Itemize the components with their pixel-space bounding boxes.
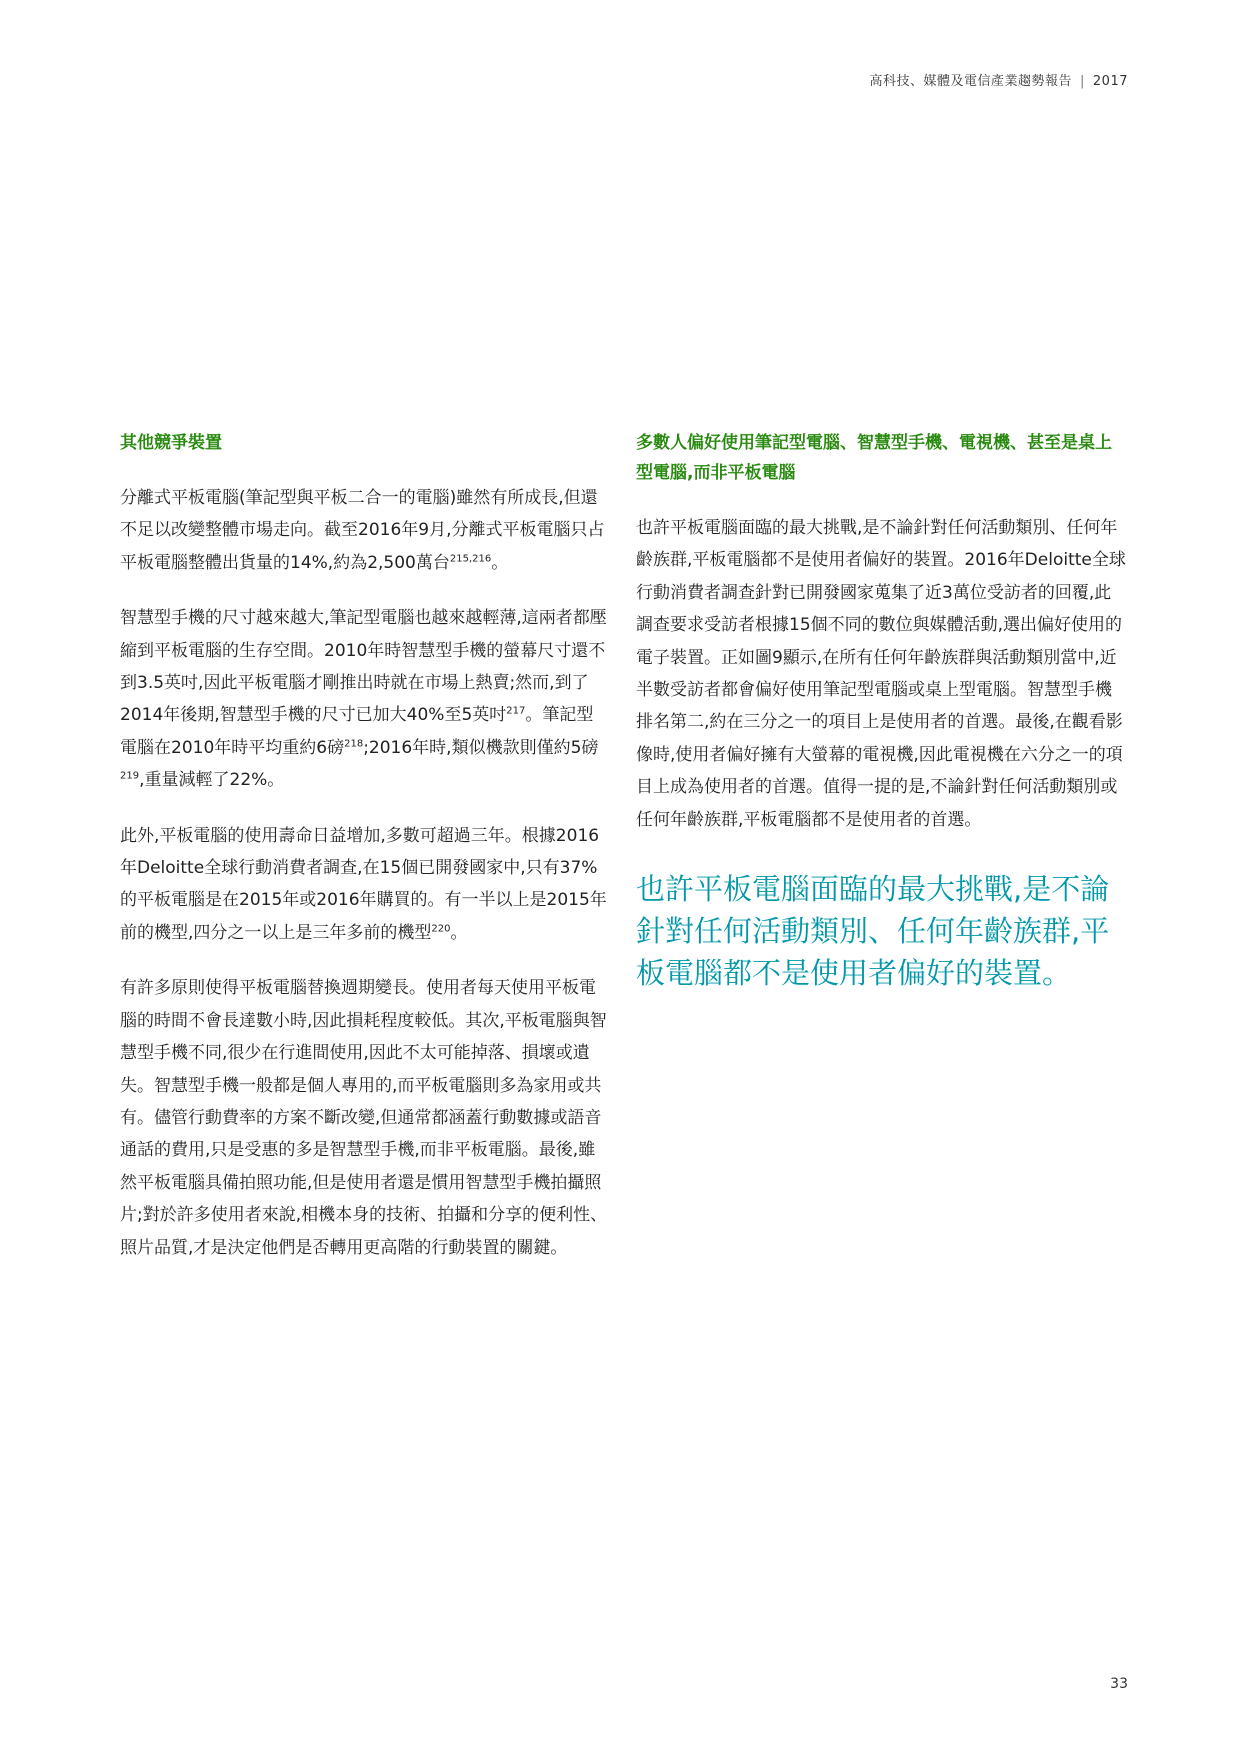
paragraph-detachable-tablets xyxy=(120,482,610,579)
footnote-ref: 215,216 xyxy=(449,553,492,565)
running-header xyxy=(870,70,1129,89)
header-separator: | xyxy=(1080,74,1085,89)
paragraph-text: 此外,平板電腦的使用壽命日益增加,多數可超過三年。根據2016年Deloitte全球行動消費者調查,在15個已開發國家中,只有37%的平板電腦是在2015年或2016年購買的。有一半以上是2015年前的機型,四分之一以上是三年多前的機型 xyxy=(120,825,607,943)
section-heading-device-preference: 多數人偏好使用筆記型電腦、智慧型手機、電視機、甚至是桌上型電腦,而非平板電腦 xyxy=(636,433,1112,483)
section-heading-other-devices: 其他競爭裝置 xyxy=(120,433,222,453)
paragraph-text: ;2016年時,類似機款則僅約5磅 xyxy=(363,737,599,758)
footnote-ref: 217 xyxy=(506,705,526,717)
footnote-ref: 218 xyxy=(344,738,364,750)
footnote-ref: 219 xyxy=(120,770,140,782)
left-column xyxy=(120,428,610,1287)
paragraph-phone-size xyxy=(120,602,610,796)
report-year: 2017 xyxy=(1092,74,1128,89)
report-title: 高科技、媒體及電信產業趨勢報告 xyxy=(869,74,1073,89)
page-number: 33 xyxy=(1110,1676,1128,1692)
paragraph-tablet-lifespan xyxy=(120,820,610,950)
paragraph-tail: 。 xyxy=(491,552,509,573)
paragraph-text: 智慧型手機的尺寸越來越大,筆記型電腦也越來越輕薄,這兩者都壓縮到平板電腦的生存空間。2010年時智慧型手機的螢幕尺寸還不到3.5英吋,因此平板電腦才剛推出時就在市場上熱賣;然而,到了2014年後期,智慧型手機的尺寸已加大40%至5英吋 xyxy=(120,608,607,726)
paragraph-survey-preference: 也許平板電腦面臨的最大挑戰,是不論針對任何活動類別、任何年齡族群,平板電腦都不是使用者偏好的裝置。2016年Deloitte全球行動消費者調查針對已開發國家蒐集了近3萬位受訪者的回覆,此調查要求受訪者根據15個不同的數位與媒體活動,選出偏好使用的電子裝置。正如圖9顯示,在所有任何年齡族群與活動類別當中,近半數受訪者都會偏好使用筆記型電腦或桌上型電腦。智慧型手機排名第二,約在三分之一的項目上是使用者的首選。最後,在觀看影像時,使用者偏好擁有大螢幕的電視機,因此電視機在六分之一的項目上成為使用者的首選。值得一提的是,不論針對任何活動類別或任何年齡族群,平板電腦都不是使用者的首選。 xyxy=(636,518,1126,830)
right-column xyxy=(636,428,1128,994)
pull-quote: 也許平板電腦面臨的最大挑戰,是不論針對任何活動類別、任何年齡族群,平板電腦都不是使用者偏好的裝置。 xyxy=(636,872,1110,991)
paragraph-tail: 。 xyxy=(450,922,468,943)
paragraph-text: ,重量減輕了22%。 xyxy=(139,770,285,791)
paragraph-replacement-cycle: 有許多原則使得平板電腦替換週期變長。使用者每天使用平板電腦的時間不會長達數小時,因此損耗程度較低。其次,平板電腦與智慧型手機不同,很少在行進間使用,因此不太可能掉落、損壞或遺失。智慧型手機一般都是個人專用的,而平板電腦則多為家用或共有。儘管行動費率的方案不斷改變,但通常都涵蓋行動數據或語音通話的費用,只是受惠的多是智慧型手機,而非平板電腦。最後,雖然平板電腦具備拍照功能,但是使用者還是慣用智慧型手機拍攝照片;對於許多使用者來說,相機本身的技術、拍攝和分享的便利性、照片品質,才是決定他們是否轉用更高階的行動裝置的關鍵。 xyxy=(120,978,608,1258)
paragraph-text: 分離式平板電腦(筆記型與平板二合一的電腦)雖然有所成長,但還不足以改變整體市場走向。截至2016年9月,分離式平板電腦只占平板電腦整體出貨量的14%,約為2,500萬台 xyxy=(120,488,605,573)
paragraph-text: 。筆記型電腦在2010年時平均重約6磅 xyxy=(120,705,594,758)
footnote-ref: 220 xyxy=(431,923,451,935)
